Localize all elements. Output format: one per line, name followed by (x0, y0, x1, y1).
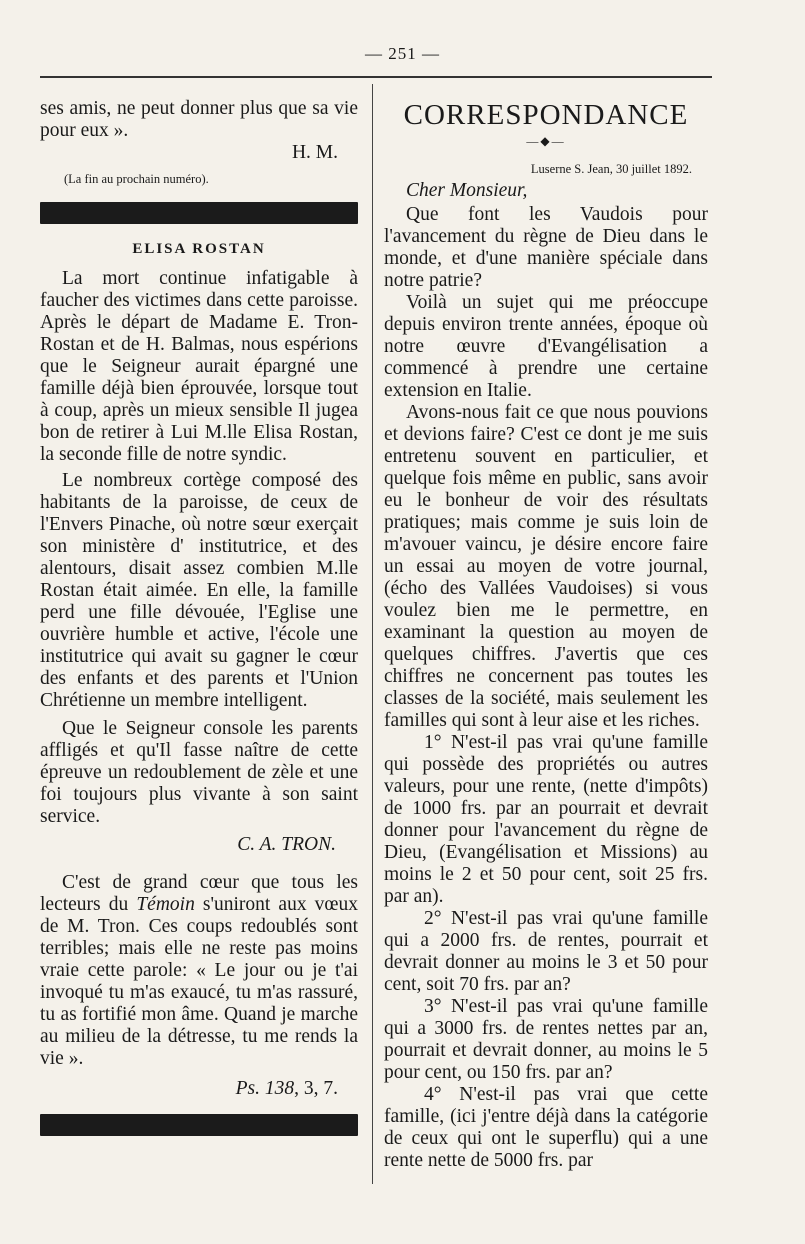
psalm-ref-italic: Ps. 138 (235, 1078, 295, 1099)
separator-band (40, 202, 358, 224)
article-paragraph: Le nombreux cortège composé des habitants de la paroisse, de ceux de l'Envers Pinache, où notre sœur exerçait son ministère d' institutrice, et des alentours, disait assez combien M.lle Rostan était aimée. En elle, la famille perd une fille dévouée, l'Eglise une ouvrière humble et active, l'école une institutrice qui avait su gagner le cœur des enfants et des parents et l'Union Chrétienne un membre intelligent. (40, 470, 358, 711)
continuation-signature: H. M. (291, 142, 338, 163)
letter-numbered-item: 2° N'est-il pas vrai qu'une famille qui a 2000 frs. de rentes, pourrait et devrait donner au moins le 3 et 50 pour cent, soit 70 frs. par an? (384, 908, 708, 995)
left-column (40, 98, 358, 1146)
article-signature: C. A. TRON. (237, 834, 336, 855)
psalm-reference (40, 1078, 358, 1100)
separator-band-bottom (40, 1114, 358, 1136)
column-divider (372, 84, 373, 1184)
psalm-ref-rest: , 3, 7. (294, 1078, 338, 1099)
journal-name: Témoin (136, 894, 195, 915)
editor-note-paragraph (40, 872, 358, 1070)
salutation: Cher Monsieur, (406, 180, 528, 201)
ornament: —◆— (526, 134, 566, 148)
letter-paragraph: Voilà un sujet qui me préoccupe depuis environ trente années, époque où notre œuvre d'Evangélisation a commencé à prendre une certaine extension en Italie. (384, 292, 708, 401)
article-title: ELISA ROSTAN (132, 241, 266, 257)
letter-paragraph: Avons-nous fait ce que nous pouvions et devions faire? C'est ce dont je me suis entretenu souvent en particulier, et quelque fois même en public, sans avoir eu le bonheur de voir des résultats pratiques; mais comme je suis loin de m'avouer vaincu, je désire encore faire un essai au moyen de votre journal, (écho des Vallées Vaudoises) si vous voulez bien me le permettre, en examinant la question au moyen de quelques chiffres. J'avertis que ces chiffres ne concernent pas toutes les classes de la société, mais seulement les familles qui sont à leur aise et les riches. (384, 402, 708, 731)
dateline: Luserne S. Jean, 30 juillet 1892. (530, 162, 692, 176)
editor-note-text: C'est de grand cœur que tous les lecteurs du (40, 872, 358, 915)
continuation-note: (La fin au prochain numéro). (64, 172, 209, 186)
section-title: CORRESPONDANCE (403, 99, 689, 131)
letter-numbered-item: 1° N'est-il pas vrai qu'une famille qui possède des propriétés ou autres valeurs, pour une rente, (nette d'impôts) de 1000 frs. par an pourrait et devrait donner pour l'avancement du règne de Dieu, (Evangélisation et Missions) au moins le 2 et 50 pour cent, soit 25 frs. par an). (384, 732, 708, 907)
letter-numbered-item: 3° N'est-il pas vrai qu'une famille qui a 3000 frs. de rentes nettes par an, pourrait et devrait donner, au moins le 5 pour cent, ou 150 frs. par an? (384, 996, 708, 1083)
right-column (384, 98, 708, 1172)
header-rule (40, 76, 712, 78)
letter-numbered-item: 4° N'est-il pas vrai que cette famille, (ici j'entre déjà dans la catégorie de ceux qui ont le superflu) qui a une rente nette de 5000 frs. par (384, 1084, 708, 1171)
continuation-text: ses amis, ne peut donner plus que sa vie pour eux ». (40, 98, 358, 141)
article-paragraph: La mort continue infatigable à faucher des victimes dans cette paroisse. Après le départ de Madame E. Tron-Rostan et de H. Balmas, nous espérions que le Seigneur aurait épargné une famille déjà bien éprouvée, lorsque tout à coup, après un mieux sensible Il jugea bon de retirer à Lui M.lle Elisa Rostan, la seconde fille de notre syndic. (40, 268, 358, 465)
letter-paragraph: Que font les Vaudois pour l'avancement du règne de Dieu dans le monde, et d'une manière spéciale dans notre patrie? (384, 204, 708, 291)
page-number: — 251 — (365, 44, 440, 63)
editor-note-text: s'uniront aux vœux de M. Tron. Ces coups redoublés sont terribles; mais elle ne reste pas moins vraie cette parole: « Le jour ou je t'ai invoqué tu m'as exaucé, tu m'as rassuré, tu as fortifié mon âme. Quand je marche au milieu de la détresse, tu me rends la vie ». (40, 894, 358, 1069)
article-paragraph: Que le Seigneur console les parents affligés et qu'Il fasse naître de cette épreuve un redoublement de zèle et une foi toujours plus vivante à son saint service. (40, 718, 358, 827)
